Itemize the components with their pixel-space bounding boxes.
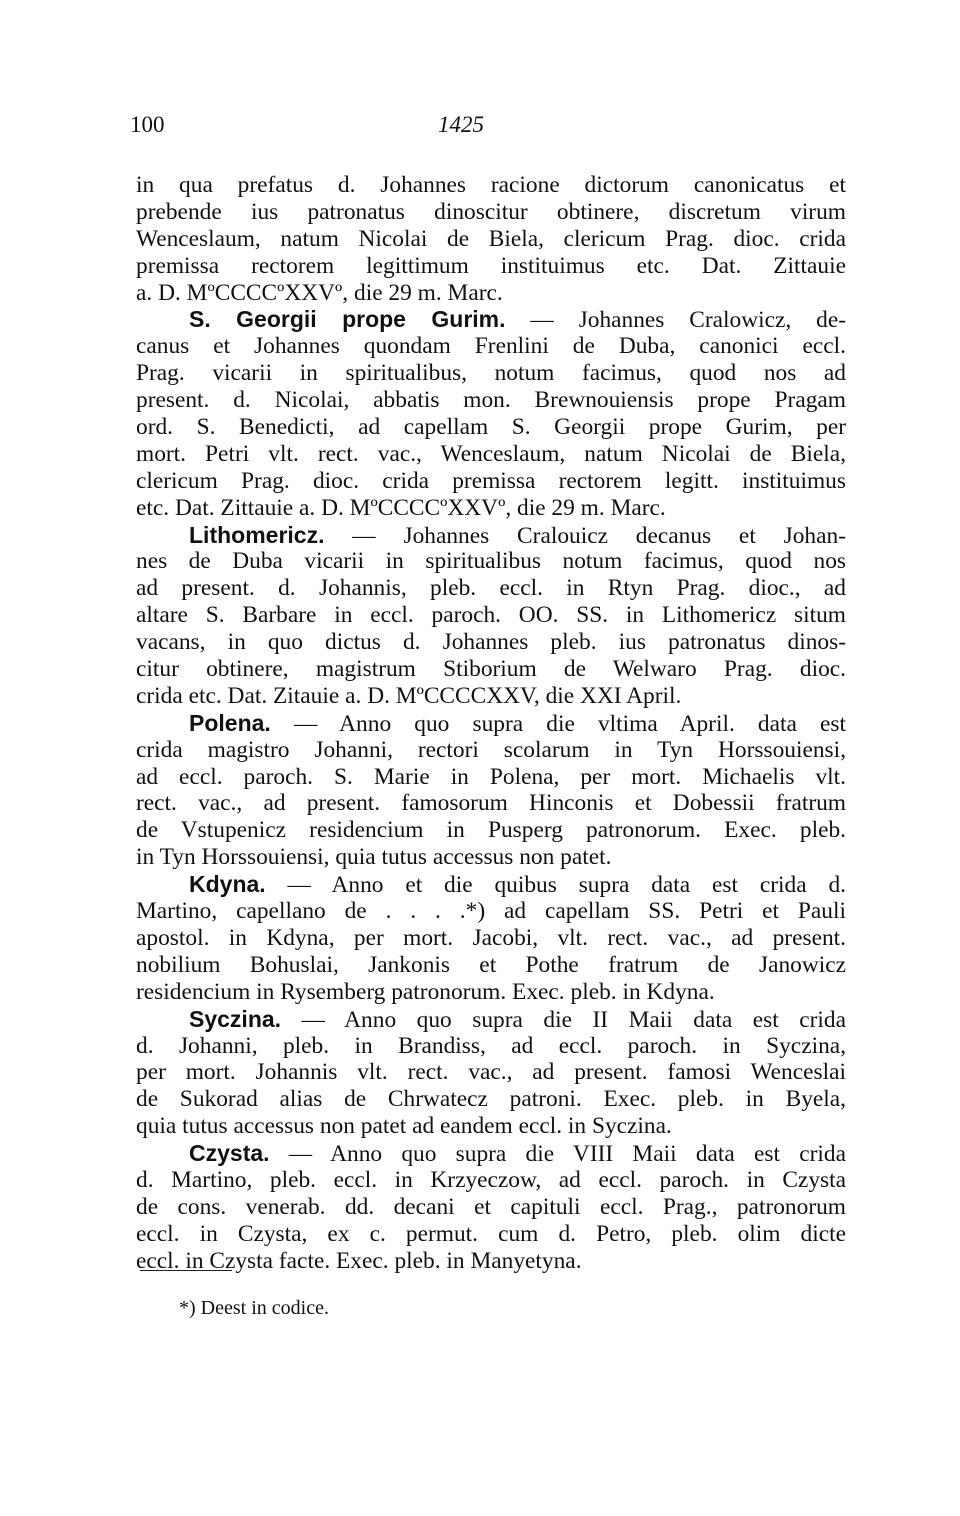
line-text: nobilium Bohuslai, Jankonis et Pothe fratrum de Janowicz [136, 951, 846, 978]
entry-first-line [136, 522, 846, 549]
text-line [136, 629, 846, 656]
entry-heading: Czysta. [189, 1140, 270, 1167]
text-line [136, 1248, 846, 1275]
text-line [136, 414, 846, 441]
line-text: present. d. Nicolai, abbatis mon. Brewnouiensis prope Pragam [136, 387, 846, 414]
text-line [136, 925, 846, 952]
line-text: prebende ius patronatus dinoscitur obtinere, discretum virum [136, 198, 846, 225]
line-text: etc. Dat. Zittauie a. D. MºCCCCºXXVº, die 29 m. Marc. [136, 494, 666, 521]
text-line [136, 683, 846, 710]
line-text: Wenceslaum, natum Nicolai de Biela, clericum Prag. dioc. crida [136, 225, 846, 252]
line-text: ad present. d. Johannis, pleb. eccl. in Rtyn Prag. dioc., ad [136, 575, 846, 602]
text-line [136, 441, 846, 468]
page-number: 100 [130, 112, 165, 137]
text-line [136, 656, 846, 683]
line-text: in qua prefatus d. Johannes racione dictorum canonicatus et [136, 172, 846, 198]
text-line [136, 1194, 846, 1221]
line-text: — Anno quo supra die VIII Maii data est crida [269, 1141, 846, 1168]
line-text: crida magistro Johanni, rectori scolarum in Tyn Horssouiensi, [136, 736, 846, 763]
entry-first-line [136, 1140, 846, 1167]
entry-heading: S. Georgii prope Gurim. [189, 306, 506, 333]
line-text: Martino, capellano de . . . .*) ad capellam SS. Petri et Pauli [136, 898, 846, 925]
text-line [136, 1113, 846, 1140]
line-text: ad eccl. paroch. S. Marie in Polena, per mort. Michaelis vlt. [136, 763, 846, 790]
text-line [136, 333, 846, 360]
line-text: — Johannes Cralouicz decanus et Johan- [324, 522, 846, 549]
text-line [136, 1059, 846, 1086]
line-text: vacans, in quo dictus d. Johannes pleb. ius patronatus dinos- [136, 629, 846, 656]
text-line [136, 468, 846, 495]
text-line [136, 495, 846, 522]
line-text: residencium in Rysemberg patronorum. Exec. pleb. in Kdyna. [136, 978, 715, 1005]
text-line [136, 764, 846, 791]
line-text: eccl. in Czysta facte. Exec. pleb. in Manyetyna. [136, 1247, 582, 1274]
line-text: — Anno quo supra die II Maii data est crida [281, 1006, 846, 1033]
entry-first-line [136, 306, 846, 333]
text-line [136, 253, 846, 280]
entry-heading: Lithomericz. [189, 521, 325, 548]
line-text: eccl. in Czysta, ex c. permut. cum d. Petro, pleb. olim dicte [136, 1220, 846, 1247]
text-line [136, 979, 846, 1006]
entry-heading: Polena. [189, 709, 271, 736]
line-text: apostol. in Kdyna, per mort. Jacobi, vlt. rect. vac., ad present. [136, 924, 846, 951]
line-text: de cons. venerab. dd. decani et capituli eccl. Prag., patronorum [136, 1193, 846, 1220]
entry-heading: Syczina. [189, 1005, 282, 1032]
page-header [130, 112, 845, 144]
text-line [136, 387, 846, 414]
line-text: rect. vac., ad present. famosorum Hinconis et Dobessii fratrum [136, 790, 846, 817]
line-text: citur obtinere, magistrum Stiborium de Welwaro Prag. dioc. [136, 656, 846, 683]
entry-heading: Kdyna. [189, 871, 266, 898]
text-line [136, 226, 846, 253]
line-text: quia tutus accessus non patet ad eandem eccl. in Syczina. [136, 1113, 672, 1140]
text-line [136, 817, 846, 844]
line-text: mort. Petri vlt. rect. vac., Wenceslaum, natum Nicolai de Biela, [136, 440, 846, 467]
line-text: crida etc. Dat. Zitauie a. D. MºCCCCXXV, die XXI April. [136, 682, 682, 709]
line-text: a. D. MºCCCCºXXVº, die 29 m. Marc. [136, 279, 503, 306]
text-line [136, 737, 846, 764]
text-line [136, 844, 846, 871]
text-line [136, 199, 846, 226]
main-text [136, 172, 846, 1275]
text-line [136, 548, 846, 575]
line-text: d. Johanni, pleb. in Brandiss, ad eccl. paroch. in Syczina, [136, 1032, 846, 1059]
footnote-rule [140, 1270, 232, 1271]
text-line [136, 790, 846, 817]
line-text: d. Martino, pleb. eccl. in Krzyeczow, ad eccl. paroch. in Czysta [136, 1166, 846, 1193]
text-line [136, 1086, 846, 1113]
line-text: ord. S. Benedicti, ad capellam S. Georgii prope Gurim, per [136, 414, 846, 441]
line-text: de Vstupenicz residencium in Pusperg patronorum. Exec. pleb. [136, 817, 846, 844]
line-text: de Sukorad alias de Chrwatecz patroni. Exec. pleb. in Byela, [136, 1086, 846, 1113]
line-text: — Anno et die quibus supra data est crida d. [265, 872, 846, 899]
line-text: Prag. vicarii in spiritualibus, notum facimus, quod nos ad [136, 360, 846, 387]
line-text: — Anno quo supra die vltima April. data est [270, 710, 846, 737]
text-line [136, 602, 846, 629]
running-head-year: 1425 [438, 112, 484, 137]
text-line [136, 280, 846, 307]
text-line [136, 575, 846, 602]
text-line [136, 898, 846, 925]
text-line [136, 360, 846, 387]
line-text: in Tyn Horssouiensi, quia tutus accessus non patet. [136, 844, 612, 871]
text-line [136, 172, 846, 199]
text-line [136, 1221, 846, 1248]
text-line [136, 1033, 846, 1060]
line-text: — Johannes Cralowicz, de- [505, 307, 846, 334]
line-text: premissa rectorem legittimum instituimus etc. Dat. Zittauie [136, 252, 846, 279]
footnote: *) Deest in codice. [179, 1297, 329, 1319]
text-line [136, 1167, 846, 1194]
line-text: altare S. Barbare in eccl. paroch. OO. SS. in Lithomericz situm [136, 602, 846, 629]
entry-first-line [136, 871, 846, 898]
line-text: canus et Johannes quondam Frenlini de Duba, canonici eccl. [136, 333, 846, 360]
line-text: nes de Duba vicarii in spiritualibus notum facimus, quod nos [136, 548, 846, 575]
entry-first-line [136, 1006, 846, 1033]
line-text: per mort. Johannis vlt. rect. vac., ad present. famosi Wenceslai [136, 1059, 846, 1086]
text-line [136, 952, 846, 979]
line-text: clericum Prag. dioc. crida premissa rectorem legitt. instituimus [136, 467, 846, 494]
entry-first-line [136, 710, 846, 737]
